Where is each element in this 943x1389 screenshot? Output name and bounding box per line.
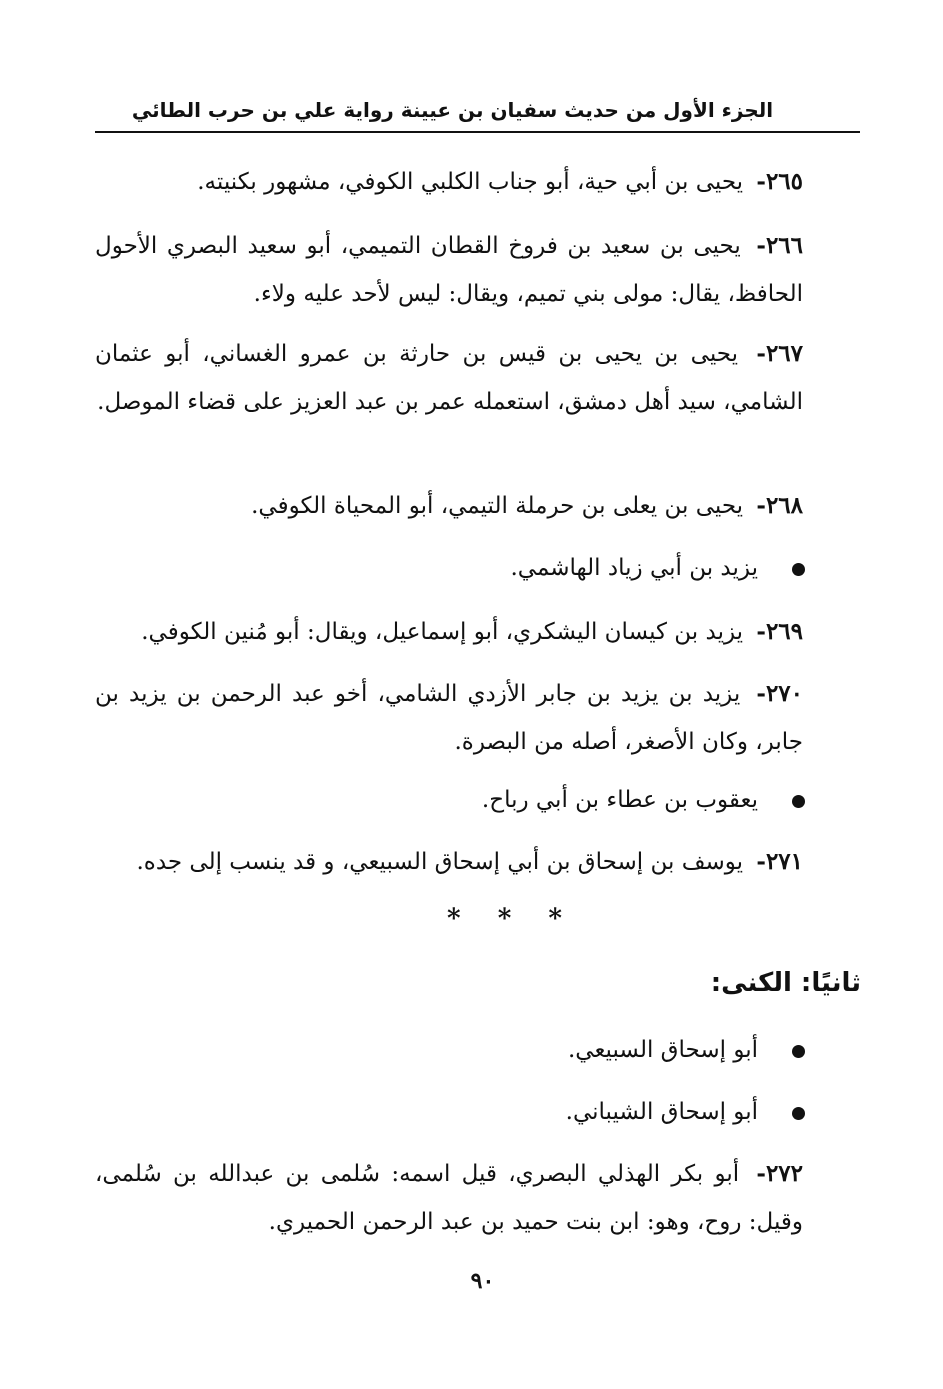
entry-270 [95,670,803,766]
bullet-item [568,1026,805,1074]
bullet-dot-icon [792,1045,805,1058]
entry-text: يحيى بن أبي حية، أبو جناب الكلبي الكوفي، مشهور بكنيته. [197,169,744,195]
bullet-item [482,776,805,824]
bullet-text: يعقوب بن عطاء بن أبي رباح. [481,787,758,813]
entry-266 [95,222,803,318]
entry-number: ٢٦٨- [756,492,803,519]
bullet-text: أبو إسحاق الشيباني. [565,1099,758,1125]
page-number: ٩٠ [470,1268,495,1294]
entry-number: ٢٦٦- [756,232,804,259]
entry-number: ٢٦٩- [756,618,803,645]
entry-268 [95,482,803,530]
entry-267 [95,330,803,426]
bullet-dot-icon [792,795,805,808]
entry-text: يحيى بن يعلى بن حرملة التيمي، أبو المحياة الكوفي. [251,493,744,519]
entry-272 [95,1150,803,1246]
header-rule [95,131,860,133]
bullet-item [511,544,806,592]
entry-271 [95,838,803,886]
entry-number: ٢٦٧- [756,340,804,367]
bullet-dot-icon [792,1107,805,1120]
entry-text: يزيد بن يزيد بن جابر الأزدي الشامي، أخو عبد الرحمن بن يزيد بن جابر، وكان الأصغر، أصله من البصرة. [95,681,803,755]
entry-number: ٢٧٠- [756,680,804,707]
entry-number: ٢٧٢- [756,1160,803,1187]
entry-269 [95,608,803,656]
entry-number: ٢٦٥- [756,168,803,195]
bullet-dot-icon [792,563,805,576]
entry-text: يحيى بن سعيد بن فروخ القطان التميمي، أبو سعيد البصري الأحول الحافظ، يقال: مولى بني تميم، ويقال: ليس لأحد عليه ولاء. [95,233,803,307]
entry-text: أبو بكر الهذلي البصري، قيل اسمه: سُلمى بن عبدالله بن سُلمى، وقيل: روح، وهو: ابن بنت حميد بن عبد الرحمن الحميري. [95,1161,803,1235]
entry-text: يحيى بن يحيى بن قيس بن حارثة بن عمرو الغساني، أبو عثمان الشامي، سيد أهل دمشق، استعمله عمر بن عبد العزيز على قضاء الموصل. [95,341,803,415]
bullet-item [566,1088,805,1136]
entry-265 [95,158,803,206]
entry-number: ٢٧١- [756,848,803,875]
section-separator: * * * [447,904,576,934]
bullet-text: يزيد بن أبي زياد الهاشمي. [510,555,758,581]
entry-text: يزيد بن كيسان اليشكري، أبو إسماعيل، ويقال: أبو مُنين الكوفي. [141,619,744,645]
entry-text: يوسف بن إسحاق بن أبي إسحاق السبيعي، و قد ينسب إلى جده. [136,849,744,875]
section-heading: ثانيًا: الكنى: [710,968,861,998]
running-header: الجزء الأول من حديث سفيان بن عيينة رواية علي بن حرب الطائي [131,98,774,122]
bullet-text: أبو إسحاق السبيعي. [567,1037,758,1063]
